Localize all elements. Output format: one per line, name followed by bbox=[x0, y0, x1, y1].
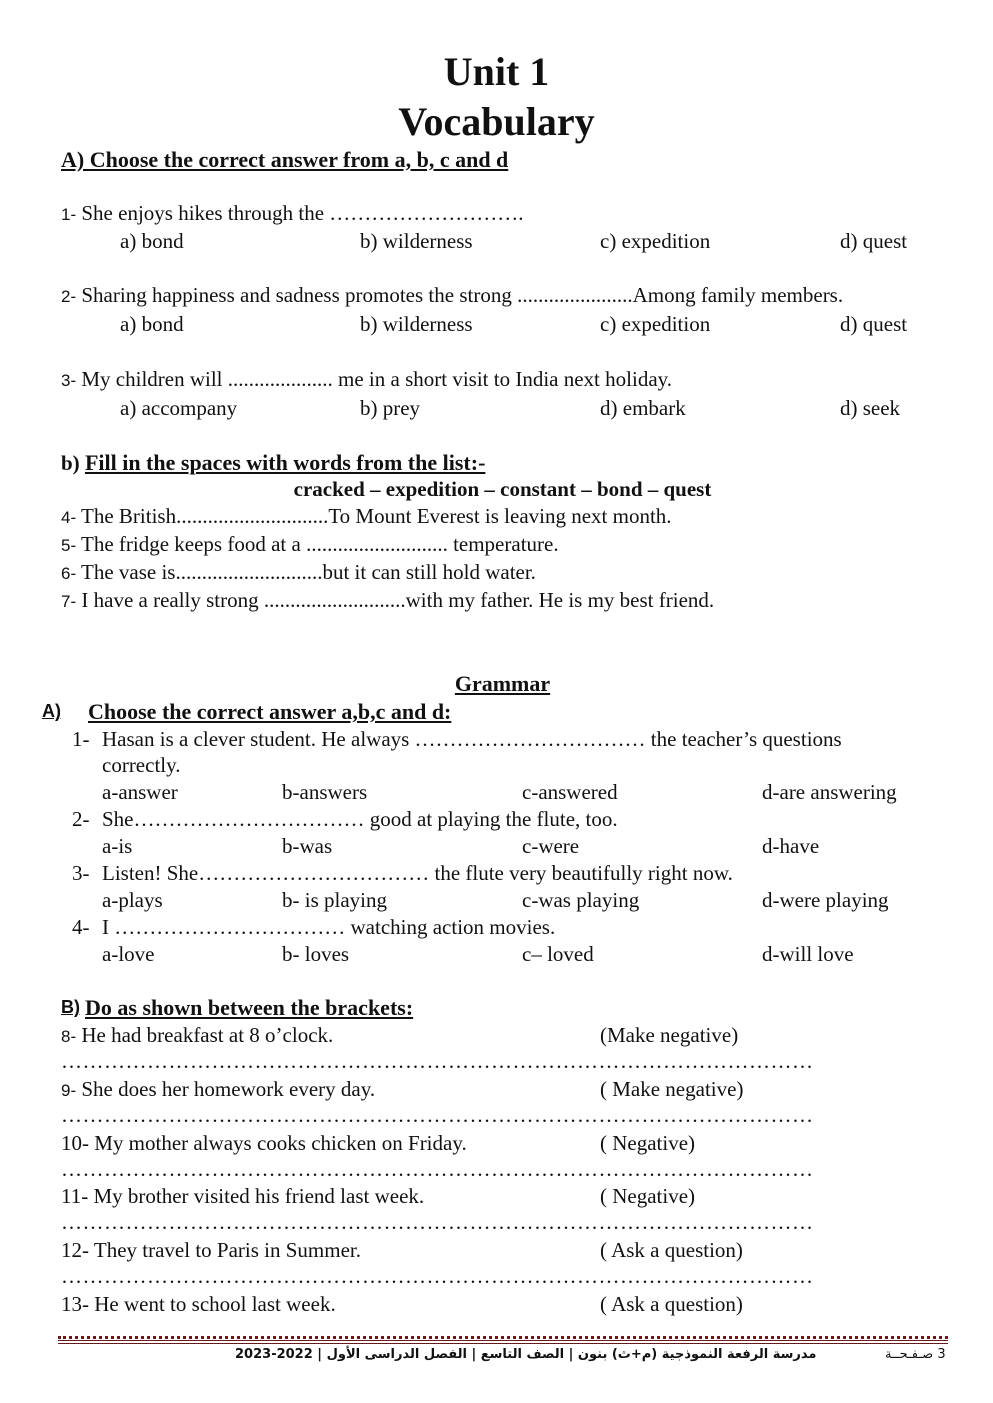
vocab-b-label: b) bbox=[61, 451, 80, 475]
instruction: ( Negative) bbox=[600, 1131, 696, 1155]
instruction: (Make negative) bbox=[600, 1023, 739, 1047]
grammar-number: 2- bbox=[72, 807, 90, 831]
option: c) expedition bbox=[600, 312, 711, 336]
word-list: cracked – expedition – constant – bond – quest bbox=[293, 477, 712, 501]
transform-item-9 bbox=[61, 1077, 375, 1102]
option: c-was playing bbox=[522, 888, 640, 912]
question-number: 6- bbox=[61, 564, 77, 583]
option: d-will love bbox=[762, 942, 854, 966]
option: d) seek bbox=[840, 396, 901, 420]
question-text: He had breakfast at 8 o’clock. bbox=[76, 1023, 334, 1047]
grammar-question-1: Hasan is a clever student. He always …………………………… the teacher’s questions bbox=[102, 727, 842, 751]
vocab-b-heading-row bbox=[61, 450, 485, 476]
option: c) expedition bbox=[600, 229, 711, 253]
grammar-question-3: Listen! She…………………………… the flute very beautifully right now. bbox=[102, 861, 733, 885]
footer-divider bbox=[58, 1340, 948, 1341]
answer-line[interactable]: …………………………………………………………………………………………… bbox=[61, 1210, 814, 1234]
question-number: 8- bbox=[61, 1027, 77, 1046]
instruction: ( Ask a question) bbox=[600, 1292, 743, 1316]
fill-item-7 bbox=[61, 588, 714, 613]
grammar-question-2: She…………………………… good at playing the flute, too. bbox=[102, 807, 618, 831]
question-text: The British.............................To Mount Everest is leaving next month. bbox=[76, 504, 672, 528]
question-number: 4- bbox=[61, 508, 77, 527]
grammar-number: 3- bbox=[72, 861, 90, 885]
option: a-plays bbox=[102, 888, 163, 912]
question-text: My brother visited his friend last week. bbox=[88, 1184, 425, 1208]
option: a) accompany bbox=[120, 396, 238, 420]
section-title-vocabulary: Vocabulary bbox=[398, 99, 595, 144]
option: b-answers bbox=[282, 780, 368, 804]
option: b) wilderness bbox=[360, 312, 473, 336]
answer-line[interactable]: …………………………………………………………………………………………… bbox=[61, 1103, 814, 1127]
option: a-answer bbox=[102, 780, 178, 804]
question-text: The vase is............................but it can still hold water. bbox=[76, 560, 536, 584]
transform-item-12 bbox=[61, 1238, 361, 1263]
option: d) quest bbox=[840, 312, 908, 336]
instruction: ( Make negative) bbox=[600, 1077, 744, 1101]
question-text: She does her homework every day. bbox=[76, 1077, 376, 1101]
vocab-question-3 bbox=[61, 367, 672, 392]
vocab-question-1 bbox=[61, 201, 524, 226]
footer-school-info: مدرسة الرفعة النموذجية (م+ث) بنون | الصف التاسع | الفصل الدراسى الأول | 2022-2023 bbox=[235, 1347, 817, 1362]
option: b-was bbox=[282, 834, 333, 858]
option: c-answered bbox=[522, 780, 618, 804]
option: d) embark bbox=[600, 396, 686, 420]
option: d) quest bbox=[840, 229, 908, 253]
transform-item-13 bbox=[61, 1292, 336, 1317]
vocab-a-heading: A) Choose the correct answer from a, b, c and d bbox=[61, 147, 509, 172]
question-number: 13- bbox=[61, 1292, 89, 1316]
instruction: ( Ask a question) bbox=[600, 1238, 743, 1262]
question-number: 3- bbox=[61, 371, 77, 390]
option: b- loves bbox=[282, 942, 350, 966]
grammar-b-heading: Do as shown between the brackets: bbox=[85, 995, 414, 1020]
transform-item-10 bbox=[61, 1131, 467, 1156]
option: b- is playing bbox=[282, 888, 387, 912]
instruction: ( Negative) bbox=[600, 1184, 696, 1208]
question-number: 5- bbox=[61, 536, 77, 555]
vocab-question-2 bbox=[61, 283, 843, 308]
question-text: The fridge keeps food at a ........................... temperature. bbox=[76, 532, 559, 556]
footer-divider-dotted bbox=[58, 1336, 948, 1339]
option: a-is bbox=[102, 834, 133, 858]
answer-line[interactable]: …………………………………………………………………………………………… bbox=[61, 1264, 814, 1288]
footer-page-number: 3 صـفـحــة bbox=[885, 1347, 946, 1362]
question-text: Sharing happiness and sadness promotes the strong ......................Among family members. bbox=[76, 283, 844, 307]
grammar-question-1-cont: correctly. bbox=[102, 753, 181, 777]
grammar-b-label: B) bbox=[61, 997, 80, 1017]
transform-item-11 bbox=[61, 1184, 424, 1209]
grammar-question-4: I …………………………… watching action movies. bbox=[102, 915, 556, 939]
option: b) wilderness bbox=[360, 229, 473, 253]
question-number: 11- bbox=[61, 1184, 89, 1208]
answer-line[interactable]: …………………………………………………………………………………………… bbox=[61, 1157, 814, 1181]
grammar-number: 1- bbox=[72, 727, 90, 751]
grammar-a-heading: Choose the correct answer a,b,c and d: bbox=[88, 699, 452, 724]
vocab-b-heading: Fill in the spaces with words from the list:- bbox=[84, 450, 486, 475]
option: c-were bbox=[522, 834, 580, 858]
grammar-number: 4- bbox=[72, 915, 90, 939]
answer-line[interactable]: …………………………………………………………………………………………… bbox=[61, 1049, 814, 1073]
option: d-have bbox=[762, 834, 820, 858]
option: a) bond bbox=[120, 312, 184, 336]
option: d-are answering bbox=[762, 780, 897, 804]
option: a-love bbox=[102, 942, 155, 966]
unit-title: Unit 1 bbox=[443, 49, 550, 94]
question-number: 7- bbox=[61, 592, 77, 611]
question-text: They travel to Paris in Summer. bbox=[89, 1238, 361, 1262]
option: b) prey bbox=[360, 396, 421, 420]
option: c– loved bbox=[522, 942, 594, 966]
question-number: 12- bbox=[61, 1238, 89, 1262]
grammar-a-label: A) bbox=[42, 701, 61, 721]
transform-item-8 bbox=[61, 1023, 333, 1048]
question-number: 2- bbox=[61, 287, 77, 306]
question-number: 10- bbox=[61, 1131, 89, 1155]
option: d-were playing bbox=[762, 888, 889, 912]
question-text: My children will .................... me in a short visit to India next holiday. bbox=[76, 367, 673, 391]
question-number: 1- bbox=[61, 205, 77, 224]
question-number: 9- bbox=[61, 1081, 77, 1100]
footer-divider bbox=[58, 1343, 948, 1344]
question-text: My mother always cooks chicken on Friday. bbox=[89, 1131, 467, 1155]
grammar-title: Grammar bbox=[454, 671, 551, 696]
question-text: He went to school last week. bbox=[89, 1292, 336, 1316]
option: a) bond bbox=[120, 229, 184, 253]
question-text: She enjoys hikes through the ………………………. bbox=[76, 201, 524, 225]
question-text: I have a really strong ...........................with my father. He is my best friend. bbox=[76, 588, 715, 612]
fill-item-5 bbox=[61, 532, 559, 557]
fill-item-6 bbox=[61, 560, 536, 585]
fill-item-4 bbox=[61, 504, 672, 529]
